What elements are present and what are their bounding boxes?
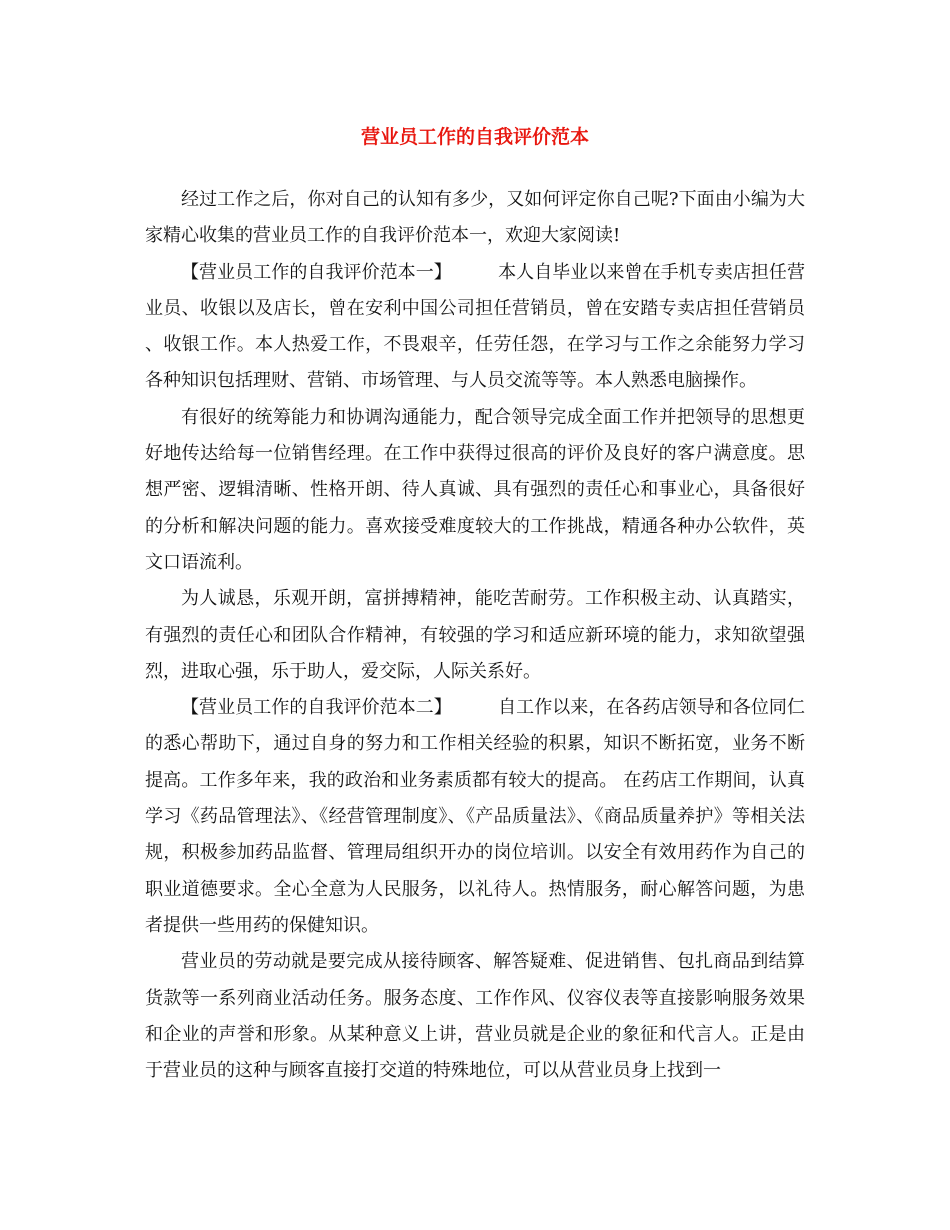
paragraph-sample-one: 【营业员工作的自我评价范本一】 本人自毕业以来曾在手机专卖店担任营业员、收银以及店长，曾在安利中国公司担任营销员，曾在安踏专卖店担任营销员、收银工作。本人热爱工作，不畏艰辛，任劳任怨，在学习与工作之余能努力学习各种知识包括理财、营销、市场管理、与人员交流等等。本人熟悉电脑操作。 (145, 261, 805, 392)
paragraph-sales-duties: 营业员的劳动就是要完成从接待顾客、解答疑难、促进销售、包扎商品到结算货款等一系列商业活动任务。服务态度、工作作风、仪容仪表等直接影响服务效果和企业的声誉和形象。从某种意义上讲，营业员就是企业的象征和代言人。正是由于营业员的这种与顾客直接打交道的特殊地位，可以从营业员身上找到一 (145, 951, 805, 1082)
paragraph-intro: 经过工作之后，你对自己的认知有多少，又如何评定你自己呢?下面由小编为大家精心收集的营业员工作的自我评价范本一，欢迎大家阅读! (145, 189, 805, 247)
paragraph-sample-two: 【营业员工作的自我评价范本二】 自工作以来，在各药店领导和各位同仁的悉心帮助下，通过自身的努力和工作相关经验的积累，知识不断拓宽，业务不断提高。工作多年来，我的政治和业务素质都有较大的提高。 在药店工作期间，认真学习《药品管理法》、《经营管理制度》、《产品质量法》、《商品质量养护》等相关法规，积极参加药品监督、管理局组织开办的岗位培训。以安全有效用药作为自己的职业道德要求。全心全意为人民服务，以礼待人。热情服务，耐心解答问题，为患者提供一些用药的保健知识。 (145, 697, 805, 936)
document-title: 营业员工作的自我评价范本 (360, 126, 589, 148)
document-body (145, 182, 805, 1089)
paragraph-abilities: 有很好的统筹能力和协调沟通能力，配合领导完成全面工作并把领导的思想更好地传达给每一位销售经理。在工作中获得过很高的评价及良好的客户满意度。思想严密、逻辑清晰、性格开朗、待人真诚、具有强烈的责任心和事业心，具备很好的分析和解决问题的能力。喜欢接受难度较大的工作挑战，精通各种办公软件，英文口语流利。 (145, 406, 805, 573)
paragraph-personality: 为人诚恳，乐观开朗，富拼搏精神，能吃苦耐劳。工作积极主动、认真踏实，有强烈的责任心和团队合作精神，有较强的学习和适应新环境的能力，求知欲望强烈，进取心强，乐于助人，爱交际，人际关系好。 (145, 588, 805, 682)
